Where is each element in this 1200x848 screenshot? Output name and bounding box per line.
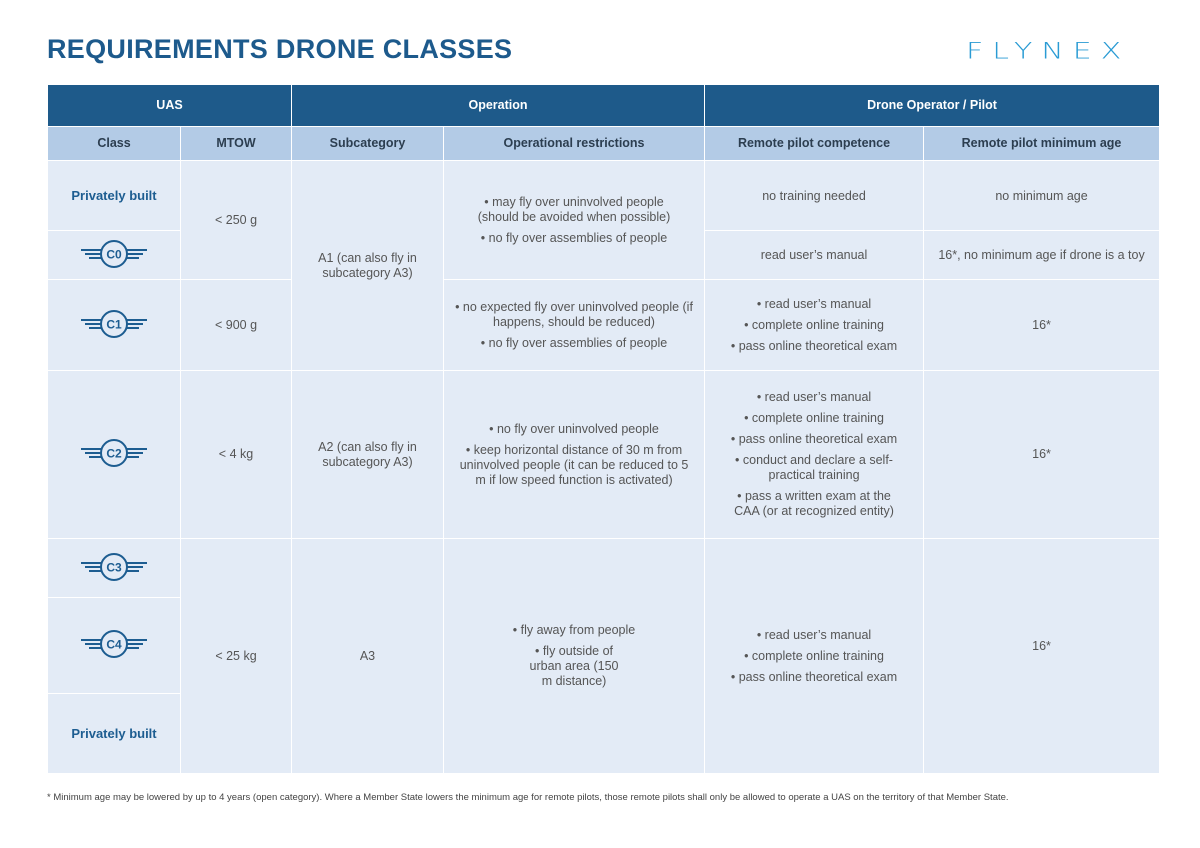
restrictions-cell: [444, 371, 705, 539]
col-mtow: MTOW: [181, 127, 292, 161]
restriction-item: • no expected fly over uninvolved people (if happens, should be reduced): [455, 299, 693, 329]
restrictions-cell: [444, 280, 705, 371]
class-c1-badge-icon: [48, 280, 181, 371]
competence-item: • complete online training: [744, 411, 884, 425]
class-c4-badge-icon: [48, 598, 181, 694]
col-min-age: Remote pilot minimum age: [924, 127, 1160, 161]
restriction-item: • fly outside of urban area (150 m distance): [529, 644, 619, 688]
restriction-item: • may fly over uninvolved people (should be avoided when possible): [477, 194, 671, 224]
min-age-cell: 16*, no minimum age if drone is a toy: [924, 231, 1160, 280]
class-label: C3: [106, 560, 122, 574]
footnote: * Minimum age may be lowered by up to 4 years (open category). Where a Member State lowers the minimum age for remote pilots, those remote pilots shall only be allowed to operate a UAS on the territory of that Member State.: [47, 792, 1009, 803]
mtow-cell: < 25 kg: [181, 539, 292, 774]
restriction-item: • keep horizontal distance of 30 m from uninvolved people (it can be reduced to 5 m if low speed function is activated): [459, 442, 689, 487]
class-privately-built: Privately built: [48, 161, 181, 231]
restrictions-cell: [444, 539, 705, 774]
competence-item: • pass online theoretical exam: [730, 432, 898, 446]
restrictions-cell: [444, 161, 705, 280]
header-operator: Drone Operator / Pilot: [705, 85, 1160, 127]
competence-cell: no training needed: [705, 161, 924, 231]
competence-item: • conduct and declare a self-practical training: [735, 453, 893, 482]
wings-badge: [79, 308, 149, 340]
class-label: C2: [106, 446, 122, 461]
competence-item: • read user’s manual: [756, 296, 872, 311]
class-c3-badge-icon: [48, 539, 181, 598]
col-class: Class: [48, 127, 181, 161]
wings-badge: [79, 551, 149, 583]
subcategory-cell: A3: [292, 539, 444, 774]
competence-cell: [705, 539, 924, 774]
mtow-cell: < 250 g: [181, 161, 292, 280]
col-subcategory: Subcategory: [292, 127, 444, 161]
col-competence: Remote pilot competence: [705, 127, 924, 161]
min-age-cell: 16*: [924, 280, 1160, 371]
page-title: REQUIREMENTS DRONE CLASSES: [47, 34, 513, 64]
competence-item: • complete online training: [744, 648, 884, 663]
competence-cell: [705, 280, 924, 371]
competence-cell: read user’s manual: [705, 231, 924, 280]
mtow-cell: < 900 g: [181, 280, 292, 371]
class-privately-built: Privately built: [48, 694, 181, 774]
drone-classes-table: [47, 84, 1160, 774]
class-c0-badge-icon: [48, 231, 181, 280]
header-uas: UAS: [48, 85, 292, 127]
competence-item: • pass a written exam at the CAA (or at recognized entity): [734, 489, 894, 518]
competence-item: • pass online theoretical exam: [730, 338, 898, 353]
subcategory-cell: A2 (can also fly in subcategory A3): [292, 371, 444, 539]
class-c2-badge-icon: [48, 371, 181, 539]
competence-item: • read user’s manual: [756, 390, 872, 404]
competence-item: • complete online training: [744, 317, 884, 332]
wings-badge: [79, 437, 149, 469]
class-label: C0: [106, 247, 122, 261]
restriction-item: • no fly over uninvolved people: [489, 421, 659, 436]
col-restrictions: Operational restrictions: [444, 127, 705, 161]
flynex-logo: FLYNEX: [966, 38, 1131, 65]
class-label: C4: [106, 637, 122, 652]
competence-item: • pass online theoretical exam: [730, 669, 898, 684]
header-operation: Operation: [292, 85, 705, 127]
min-age-cell: 16*: [924, 539, 1160, 774]
restriction-item: • fly away from people: [512, 623, 636, 637]
subcategory-cell: A1 (can also fly in subcategory A3): [292, 161, 444, 371]
wings-badge: [79, 238, 149, 270]
class-label: C1: [106, 317, 122, 331]
mtow-cell: < 4 kg: [181, 371, 292, 539]
restriction-item: • no fly over assemblies of people: [480, 335, 668, 350]
min-age-cell: 16*: [924, 371, 1160, 539]
restriction-item: • no fly over assemblies of people: [480, 230, 668, 245]
wings-badge: [79, 628, 149, 660]
min-age-cell: no minimum age: [924, 161, 1160, 231]
competence-cell: [705, 371, 924, 539]
competence-item: • read user’s manual: [756, 627, 872, 642]
